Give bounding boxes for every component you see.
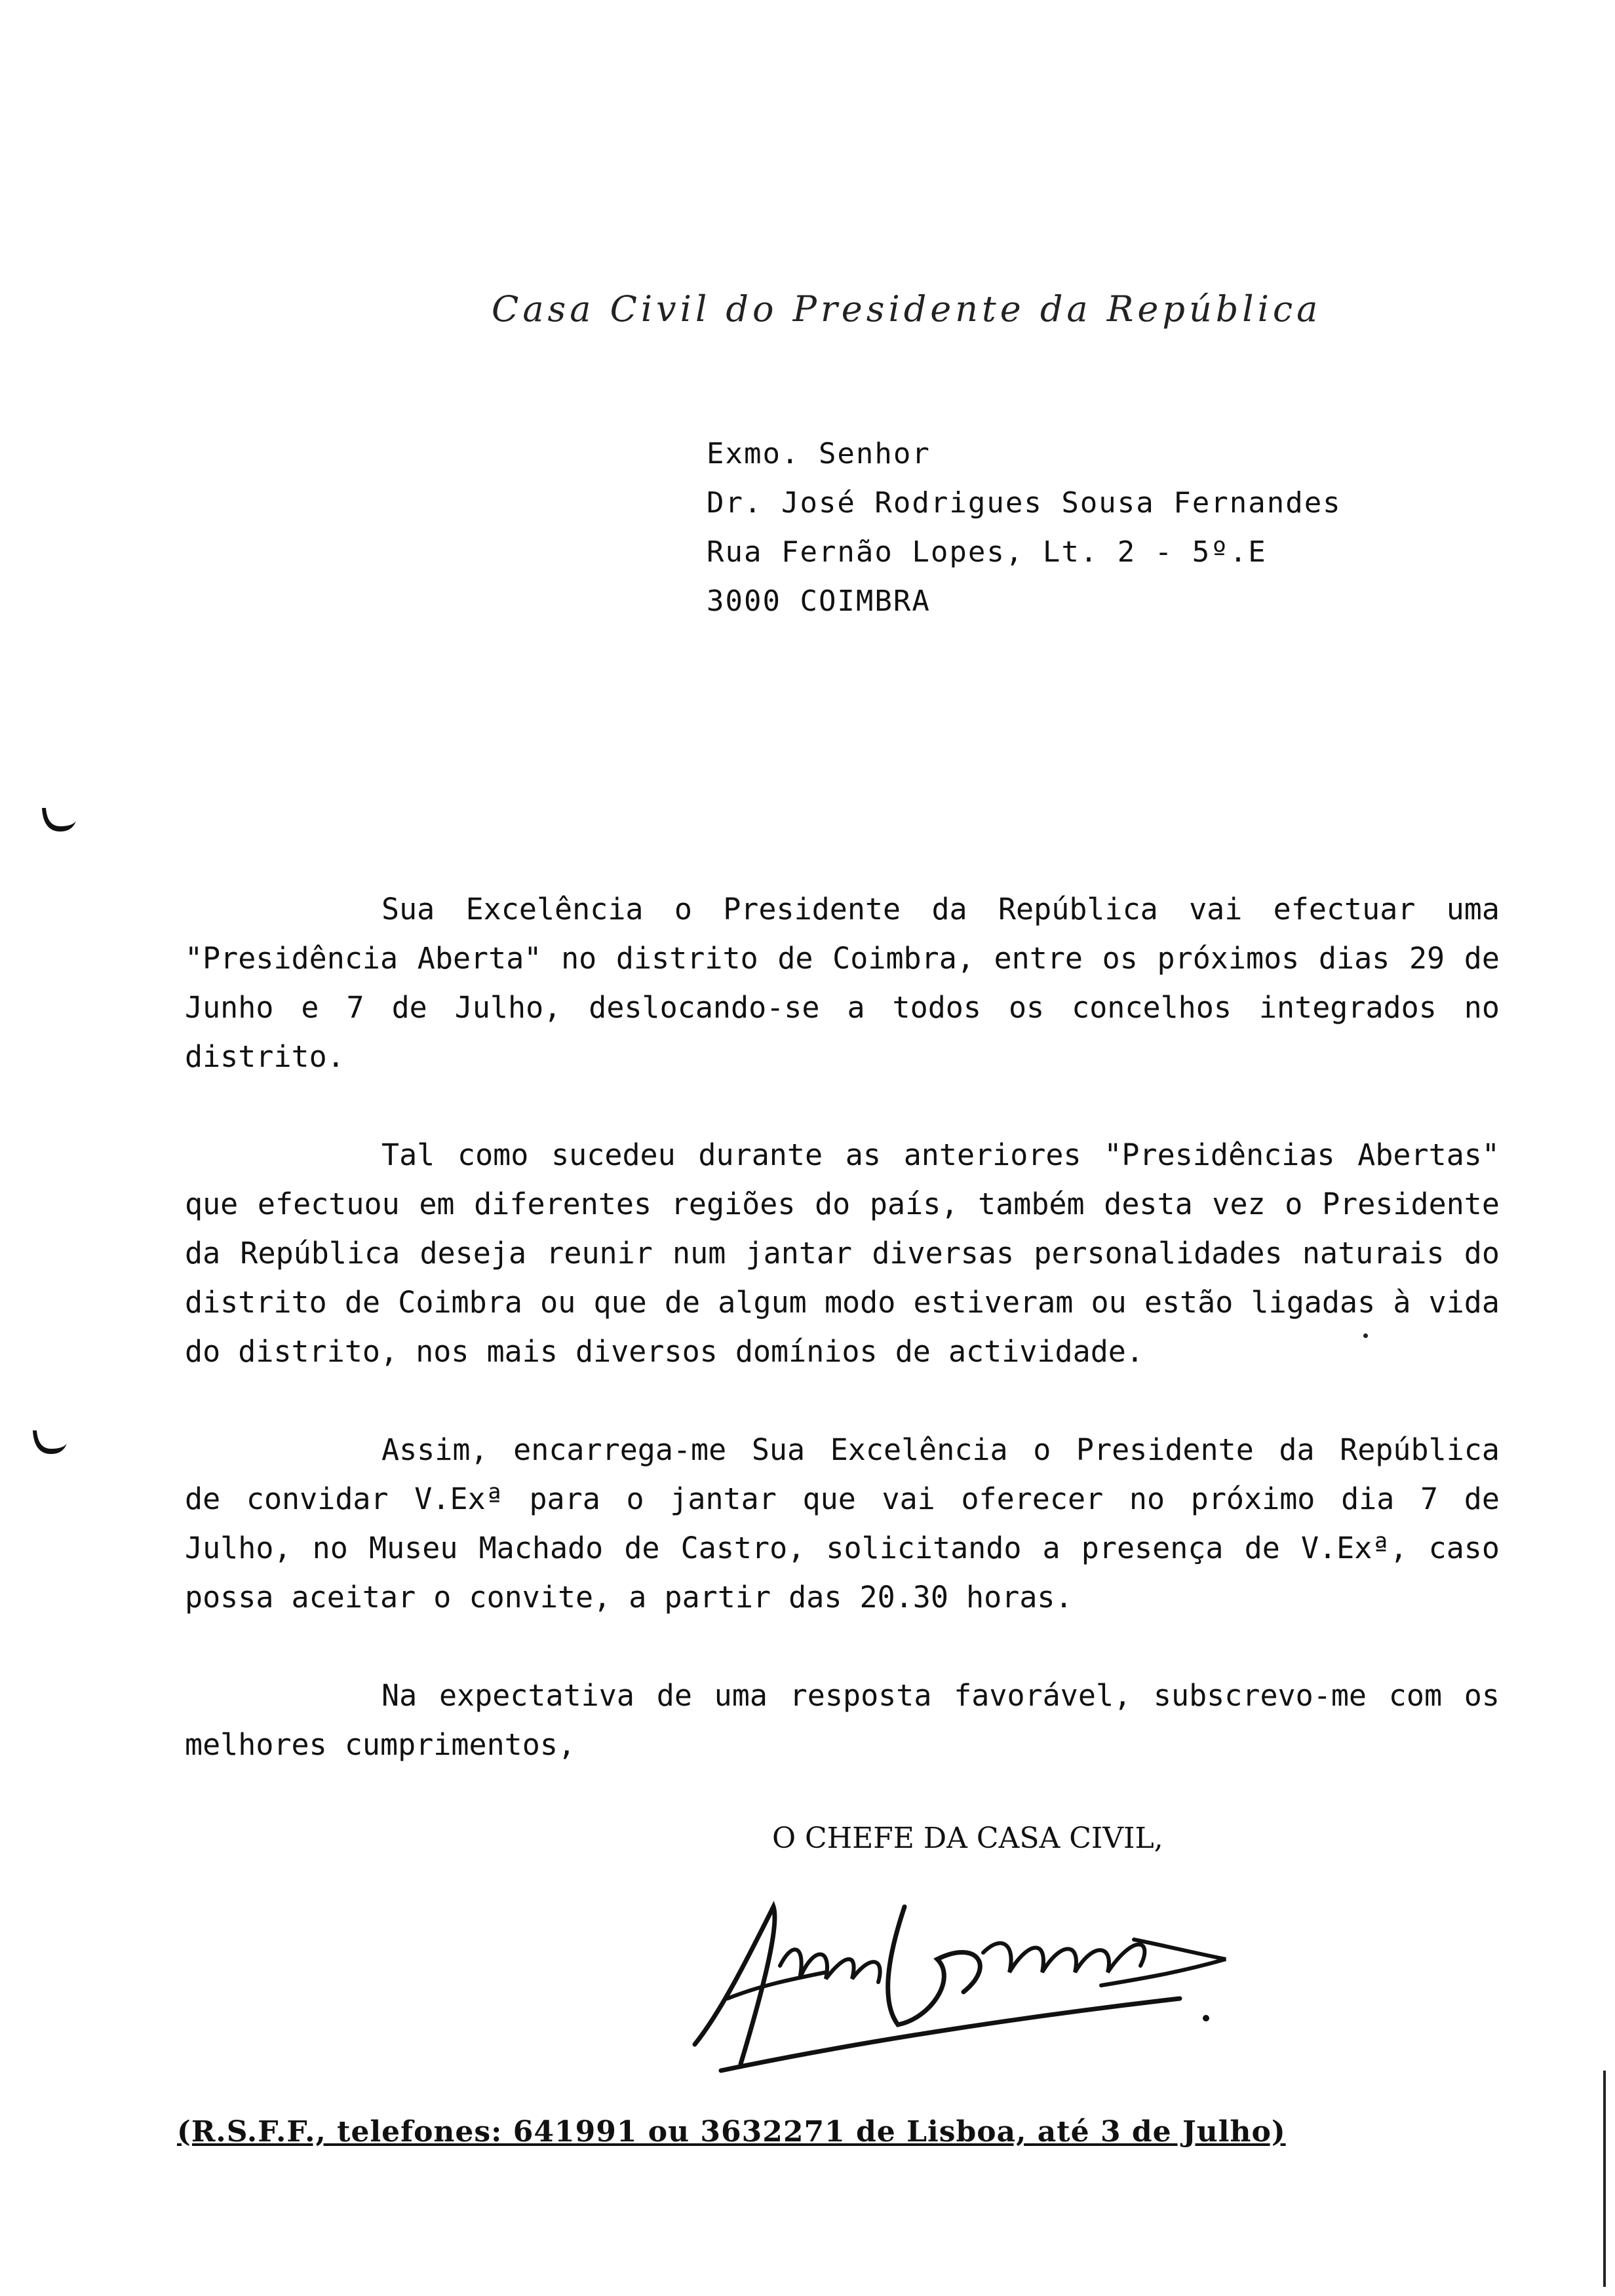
letter-body	[185, 885, 1500, 1818]
recipient-street: Rua Fernão Lopes, Lt. 2 - 5º.E	[707, 535, 1267, 569]
page-edge-line	[1603, 2071, 1606, 2287]
recipient-city: 3000 COIMBRA	[707, 584, 931, 618]
letterhead-script: Casa Civil do Presidente da República	[492, 288, 1322, 330]
body-paragraph-4: Na expectativa de uma resposta favorável, subscrevo-me com os melhores cumprimentos,	[185, 1678, 1500, 1762]
footer-rsvp-note: (R.S.F.F., telefones: 641991 ou 3632271 de Lisboa, até 3 de Julho)	[177, 2115, 1286, 2149]
body-paragraph-3: Assim, encarrega-me Sua Excelência o Presidente da República de convidar V.Exª para o jantar que vai oferecer no próximo dia 7 de Julho, no Museu Machado de Castro, solicitando a presença de V.Exª, caso possa aceitar o convite, a partir das 20.30 horas.	[185, 1432, 1500, 1615]
recipient-address-block	[707, 429, 1342, 626]
body-paragraph-1: Sua Excelência o Presidente da República vai efectuar uma "Presidência Aberta" no distrito de Coimbra, entre os próximos dias 29 de Junho e 7 de Julho, deslocando-se a todos os concelhos integrados no distrito.	[185, 892, 1500, 1074]
handwritten-signature	[682, 1867, 1245, 2084]
recipient-salutation: Exmo. Senhor	[707, 437, 931, 470]
stray-ink-dot	[1363, 1333, 1368, 1338]
punch-hole-mark-bottom	[29, 1425, 69, 1458]
body-paragraph-2: Tal como sucedeu durante as anteriores "Presidências Abertas" que efectuou em diferentes regiões do país, também desta vez o Presidente da República deseja reunir num jantar diversas personalidades naturais do distrito de Coimbra ou que de algum modo estiveram ou estão ligadas à vida do distrito, nos mais diversos domínios de actividade.	[185, 1138, 1500, 1369]
recipient-name: Dr. José Rodrigues Sousa Fernandes	[707, 486, 1342, 520]
closing-role: O CHEFE DA CASA CIVIL,	[772, 1822, 1163, 1855]
punch-hole-mark-top	[38, 803, 79, 835]
